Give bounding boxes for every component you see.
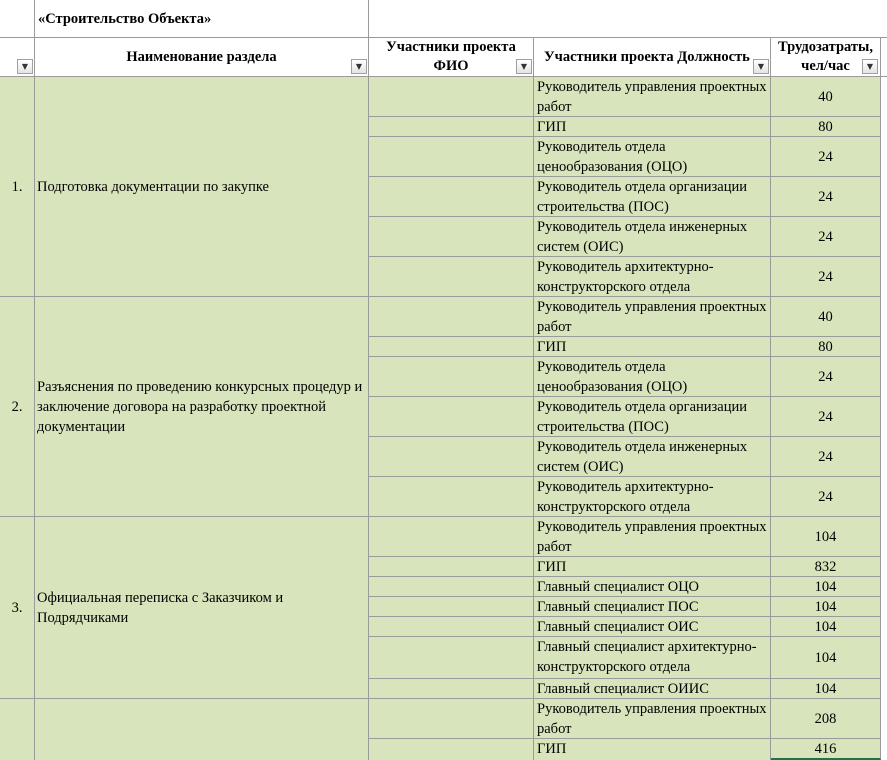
fio-cell[interactable] xyxy=(369,257,534,297)
position-cell[interactable] xyxy=(534,257,771,297)
hours-text: 40 xyxy=(818,88,833,105)
fio-cell[interactable] xyxy=(369,577,534,597)
position-text: Руководитель отдела ценообразования (ОЦО) xyxy=(537,139,688,175)
right-edge-column[interactable] xyxy=(881,77,887,760)
hours-text: 104 xyxy=(814,578,837,595)
hours-text: 208 xyxy=(814,710,837,727)
chevron-down-icon: ▼ xyxy=(757,61,765,71)
fio-cell[interactable] xyxy=(369,137,534,177)
hours-cell[interactable] xyxy=(771,597,881,617)
fio-cell[interactable] xyxy=(369,597,534,617)
fio-cell[interactable] xyxy=(369,297,534,337)
header-extra-cell[interactable] xyxy=(881,38,887,77)
header-labor-label: Трудозатраты, чел/час xyxy=(778,39,873,74)
position-cell[interactable] xyxy=(534,517,771,557)
hours-text: 104 xyxy=(814,528,837,545)
chevron-down-icon: ▼ xyxy=(355,61,363,71)
position-cell[interactable] xyxy=(534,679,771,699)
position-text: Главный специалист ПОС xyxy=(537,599,699,615)
chevron-down-icon: ▼ xyxy=(866,61,874,71)
position-cell[interactable] xyxy=(534,217,771,257)
fio-cell[interactable] xyxy=(369,337,534,357)
header-section-label: Наименование раздела xyxy=(126,49,277,65)
position-cell[interactable] xyxy=(534,739,771,760)
hours-text: 104 xyxy=(814,618,837,635)
title-empty-cell[interactable] xyxy=(369,0,887,38)
section-number-text: 1. xyxy=(11,178,23,195)
position-text: Руководитель отдела ценообразования (ОЦО) xyxy=(537,359,688,395)
hours-text: 24 xyxy=(818,368,833,385)
header-num-cell[interactable] xyxy=(0,38,35,77)
position-text: Руководитель отдела организации строительства (ПОС) xyxy=(537,179,747,215)
hours-text: 104 xyxy=(814,680,837,697)
header-participants-position[interactable] xyxy=(534,38,771,77)
fio-cell[interactable] xyxy=(369,177,534,217)
hours-cell[interactable] xyxy=(771,177,881,217)
fio-cell[interactable] xyxy=(369,117,534,137)
section-number[interactable] xyxy=(0,517,35,699)
hours-cell[interactable] xyxy=(771,477,881,517)
hours-cell[interactable] xyxy=(771,217,881,257)
section-name-text: Подготовка документации по закупке xyxy=(37,178,269,195)
hours-text: 24 xyxy=(818,228,833,245)
hours-cell[interactable] xyxy=(771,297,881,337)
hours-text: 104 xyxy=(814,598,837,615)
position-text: Главный специалист ОИИС xyxy=(537,681,709,697)
hours-cell[interactable] xyxy=(771,577,881,597)
fio-cell[interactable] xyxy=(369,699,534,739)
section-name-cell[interactable] xyxy=(35,297,369,517)
header-labor[interactable] xyxy=(771,38,881,77)
fio-cell[interactable] xyxy=(369,477,534,517)
hours-cell[interactable] xyxy=(771,257,881,297)
hours-text: 24 xyxy=(818,408,833,425)
fio-cell[interactable] xyxy=(369,357,534,397)
hours-text: 80 xyxy=(818,338,833,355)
section-name-cell[interactable] xyxy=(35,517,369,699)
hours-text: 24 xyxy=(818,148,833,165)
position-cell[interactable] xyxy=(534,77,771,117)
fio-cell[interactable] xyxy=(369,637,534,679)
position-cell[interactable] xyxy=(534,397,771,437)
hours-cell[interactable] xyxy=(771,617,881,637)
position-text: Руководитель отдела организации строительства (ПОС) xyxy=(537,399,747,435)
position-text: ГИП xyxy=(537,741,567,757)
hours-text: 80 xyxy=(818,118,833,135)
section-name-text: Разъяснения по проведению конкурсных процедур и заключение договора на разработку проектной документации xyxy=(37,378,363,435)
hours-cell[interactable] xyxy=(771,437,881,477)
hours-cell[interactable] xyxy=(771,137,881,177)
filter-dropdown-labor[interactable] xyxy=(862,59,878,74)
hours-cell[interactable] xyxy=(771,337,881,357)
fio-cell[interactable] xyxy=(369,397,534,437)
fio-cell[interactable] xyxy=(369,217,534,257)
header-position-label: Участники проекта Должность xyxy=(544,49,750,65)
hours-cell[interactable] xyxy=(771,117,881,137)
position-text: Главный специалист ОЦО xyxy=(537,579,700,595)
hours-text: 24 xyxy=(818,488,833,505)
header-participants-fio[interactable] xyxy=(369,38,534,77)
filter-dropdown-position[interactable] xyxy=(753,59,769,74)
hours-cell[interactable] xyxy=(771,357,881,397)
hours-cell[interactable] xyxy=(771,397,881,437)
hours-text: 104 xyxy=(814,649,837,666)
hours-text: 24 xyxy=(818,188,833,205)
hours-text: 24 xyxy=(818,268,833,285)
fio-cell[interactable] xyxy=(369,437,534,477)
position-cell[interactable] xyxy=(534,637,771,679)
fio-cell[interactable] xyxy=(369,557,534,577)
position-text: ГИП xyxy=(537,119,567,135)
position-text: Руководитель отдела инженерных систем (ОИС) xyxy=(537,439,748,475)
hours-cell[interactable] xyxy=(771,517,881,557)
section-number-text: 3. xyxy=(11,599,23,616)
fio-cell[interactable] xyxy=(369,739,534,760)
position-cell[interactable] xyxy=(534,557,771,577)
position-text: Руководитель управления проектных работ xyxy=(537,519,767,555)
section-number[interactable] xyxy=(0,699,35,760)
position-text: Руководитель архитектурно-конструкторского отдела xyxy=(537,479,714,515)
position-cell[interactable] xyxy=(534,437,771,477)
position-text: Руководитель управления проектных работ xyxy=(537,701,767,737)
fio-cell[interactable] xyxy=(369,77,534,117)
position-text: Главный специалист ОИС xyxy=(537,619,699,635)
hours-text: 832 xyxy=(814,558,837,575)
position-cell[interactable] xyxy=(534,597,771,617)
filter-dropdown-num[interactable] xyxy=(17,59,33,74)
hours-text: 416 xyxy=(814,740,837,757)
section-name-cell[interactable] xyxy=(35,77,369,297)
filter-dropdown-fio[interactable] xyxy=(516,59,532,74)
position-cell[interactable] xyxy=(534,577,771,597)
hours-cell[interactable] xyxy=(771,739,881,760)
position-text: Руководитель отдела инженерных систем (ОИС) xyxy=(537,219,748,255)
position-cell[interactable] xyxy=(534,699,771,739)
section-number[interactable] xyxy=(0,297,35,517)
section-name-cell[interactable] xyxy=(35,699,369,760)
position-text: Руководитель архитектурно-конструкторского отдела xyxy=(537,259,714,295)
header-fio-label: Участники проекта ФИО xyxy=(386,39,516,74)
position-cell[interactable] xyxy=(534,117,771,137)
position-cell[interactable] xyxy=(534,297,771,337)
chevron-down-icon: ▼ xyxy=(21,61,29,71)
position-cell[interactable] xyxy=(534,137,771,177)
sheet-title-text: «Строительство Объекта» xyxy=(38,10,212,27)
hours-cell[interactable] xyxy=(771,557,881,577)
hours-text: 24 xyxy=(818,448,833,465)
chevron-down-icon: ▼ xyxy=(520,61,528,71)
position-cell[interactable] xyxy=(534,337,771,357)
position-text: ГИП xyxy=(537,339,567,355)
position-cell[interactable] xyxy=(534,617,771,637)
section-number[interactable] xyxy=(0,77,35,297)
section-number-text: 2. xyxy=(11,398,23,415)
filter-dropdown-section[interactable] xyxy=(351,59,367,74)
position-text: ГИП xyxy=(537,559,567,575)
hours-cell[interactable] xyxy=(771,699,881,739)
position-text: Руководитель управления проектных работ xyxy=(537,299,767,335)
sheet-title[interactable] xyxy=(35,0,369,38)
hours-cell[interactable] xyxy=(771,637,881,679)
hours-text: 40 xyxy=(818,308,833,325)
hours-cell[interactable] xyxy=(771,679,881,699)
fio-cell[interactable] xyxy=(369,679,534,699)
position-cell[interactable] xyxy=(534,357,771,397)
position-text: Руководитель управления проектных работ xyxy=(537,79,767,115)
hours-cell[interactable] xyxy=(771,77,881,117)
fio-cell[interactable] xyxy=(369,517,534,557)
row-gutter-title xyxy=(0,0,35,38)
position-cell[interactable] xyxy=(534,177,771,217)
position-cell[interactable] xyxy=(534,477,771,517)
header-section-name[interactable] xyxy=(35,38,369,77)
position-text: Главный специалист архитектурно-конструкторского отдела xyxy=(537,639,757,675)
fio-cell[interactable] xyxy=(369,617,534,637)
section-name-text: Официальная переписка с Заказчиком и Подрядчиками xyxy=(37,589,284,626)
